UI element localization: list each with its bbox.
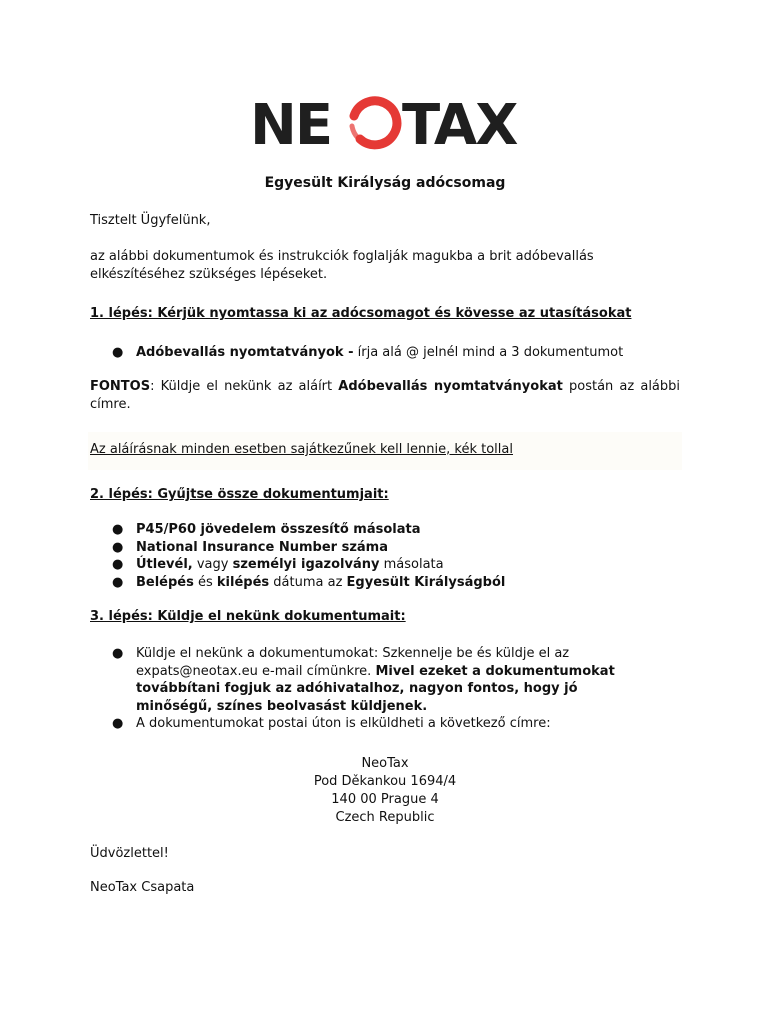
logo-o-brush-circle: [352, 101, 397, 145]
bullet-icon: ●: [112, 646, 124, 661]
step2-item3-bold2: személyi igazolvány: [232, 557, 380, 572]
signature: NeoTax Csapata: [90, 880, 195, 895]
step2-item3-bold1: Útlevél,: [136, 557, 193, 572]
step2-item2: National Insurance Number száma: [136, 539, 388, 555]
intro-paragraph: az alábbi dokumentumok és instrukciók foglalják magukba a brit adóbevallás elkészítéséhez szükséges lépéseket.: [90, 249, 594, 282]
step3-heading: 3. lépés: Küldje el nekünk dokumentumait:: [90, 609, 406, 624]
important-note: [90, 378, 680, 414]
bullet-icon: ●: [112, 522, 124, 537]
step2-item3-text1: vagy: [192, 557, 233, 572]
step2-item4-text1: és: [193, 574, 217, 590]
list-item: [90, 521, 680, 539]
neotax-logo: [250, 92, 520, 152]
address-line-4: Czech Republic: [335, 810, 435, 825]
bullet-icon: ●: [112, 539, 124, 555]
step1-heading: 1. lépés: Kérjük nyomtassa ki az adócsomagot és kövesse az utasításokat: [90, 306, 632, 321]
list-item: [90, 574, 680, 592]
important-text-1: : Küldje el nekünk az aláírt: [150, 379, 339, 394]
address-line-1: NeoTax: [361, 756, 409, 771]
list-item: [90, 715, 680, 733]
list-item: [90, 645, 680, 715]
step2-item4-bold1: Belépés: [136, 574, 194, 590]
list-item: [90, 539, 680, 557]
step2-list: [90, 521, 680, 591]
signature-note: [90, 441, 680, 459]
bullet-icon: ●: [112, 574, 124, 590]
step2-item1: P45/P60 jövedelem összesítő másolata: [136, 522, 421, 537]
step2-item4-bold2: kilépés: [216, 574, 270, 590]
logo-text-ne: NE: [250, 93, 332, 152]
address-line-2: Pod Děkankou 1694/4: [313, 774, 457, 789]
step1-bullet-text: írja alá @ jelnél mind a 3 dokumentumot: [353, 345, 624, 360]
important-label: FONTOS: [90, 379, 151, 394]
bullet-icon: ●: [112, 716, 124, 731]
step1-bullet-bold: Adóbevallás nyomtatványok -: [136, 345, 354, 360]
list-item: [90, 556, 680, 574]
signature-note-text: Az aláírásnak minden esetben sajátkezűnek kell lennie, kék tollal: [90, 442, 513, 457]
greeting: Tisztelt Ügyfelünk,: [90, 213, 211, 228]
step2-item4-bold3: Egyesült Királyságból: [346, 574, 506, 590]
postal-address: [0, 755, 770, 827]
step2-item4-text2: dátuma az: [269, 574, 347, 590]
logo-text-tax: TAX: [402, 93, 517, 152]
closing: Üdvözlettel!: [90, 846, 169, 861]
list-item: [90, 344, 680, 362]
page-title: Egyesült Királyság adócsomag: [264, 175, 506, 191]
address-line-3: 140 00 Prague 4: [331, 792, 439, 807]
step3-item2-text: A dokumentumokat postai úton is elküldheti a következő címre:: [136, 716, 551, 731]
step1-list: [90, 344, 680, 362]
important-text-2: postán az alábbi címre.: [90, 379, 681, 412]
step3-list: [90, 645, 680, 733]
bullet-icon: ●: [112, 345, 124, 360]
step3-item1-bold: Mivel ezeket a dokumentumokat továbbítani fogjuk az adóhivatalhoz, nagyon fontos, hogy jó minőségű, színes beolvasást küldjenek.: [136, 663, 615, 714]
bullet-icon: ●: [112, 557, 124, 572]
step2-heading: 2. lépés: Gyűjtse össze dokumentumjait:: [90, 487, 389, 502]
step2-item3-text2: másolata: [379, 557, 444, 572]
important-bold: Adóbevallás nyomtatványokat: [338, 379, 563, 394]
step3-item1-text: Küldje el nekünk a dokumentumokat: Szkennelje be és küldje el az expats@neotax.eu e-mail címünkre.: [136, 646, 570, 679]
